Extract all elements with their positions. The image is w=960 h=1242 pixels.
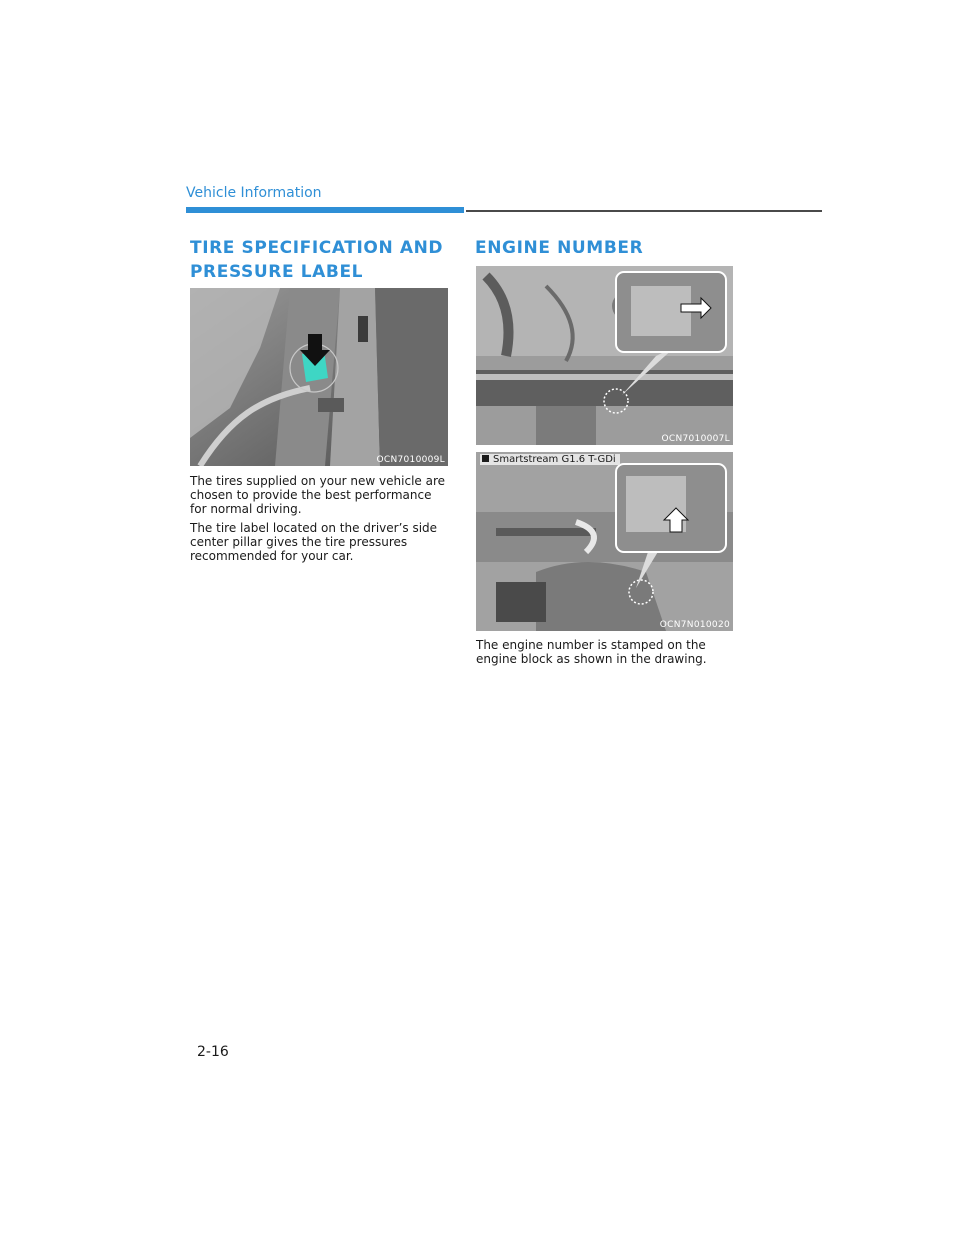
engine-variant-label: Smartstream G1.6 T-GDi (493, 454, 616, 465)
tire-label-figure (190, 288, 448, 466)
door-pillar-illustration (190, 288, 448, 466)
engine-figure-2-code: OCN7N010020 (659, 620, 730, 630)
page-number: 2-16 (197, 1044, 229, 1060)
engine-figure-1-code: OCN7010007L (661, 434, 730, 444)
engine-figure-2 (476, 452, 733, 631)
square-bullet-icon (482, 455, 489, 462)
engine-section-title: ENGINE NUMBER (475, 238, 644, 258)
header-rule-accent (186, 207, 464, 213)
tire-paragraph-2: The tire label located on the driver’s side center pillar gives the tire pressures recommended for your car. (190, 521, 438, 563)
header-rule (466, 210, 822, 212)
engine-bay-illustration-2 (476, 452, 733, 631)
engine-bay-illustration-1 (476, 266, 733, 445)
engine-figure-1 (476, 266, 733, 445)
engine-paragraph: The engine number is stamped on the engine block as shown in the drawing. (476, 638, 707, 666)
tire-figure-code: OCN7010009L (376, 455, 445, 465)
tire-paragraph-1: The tires supplied on your new vehicle are chosen to provide the best performance for normal driving. (190, 474, 445, 516)
tire-section-title: TIRE SPECIFICATION AND PRESSURE LABEL (190, 238, 444, 282)
engine-figure-2-label (480, 454, 620, 465)
section-header: Vehicle Information (186, 185, 322, 201)
